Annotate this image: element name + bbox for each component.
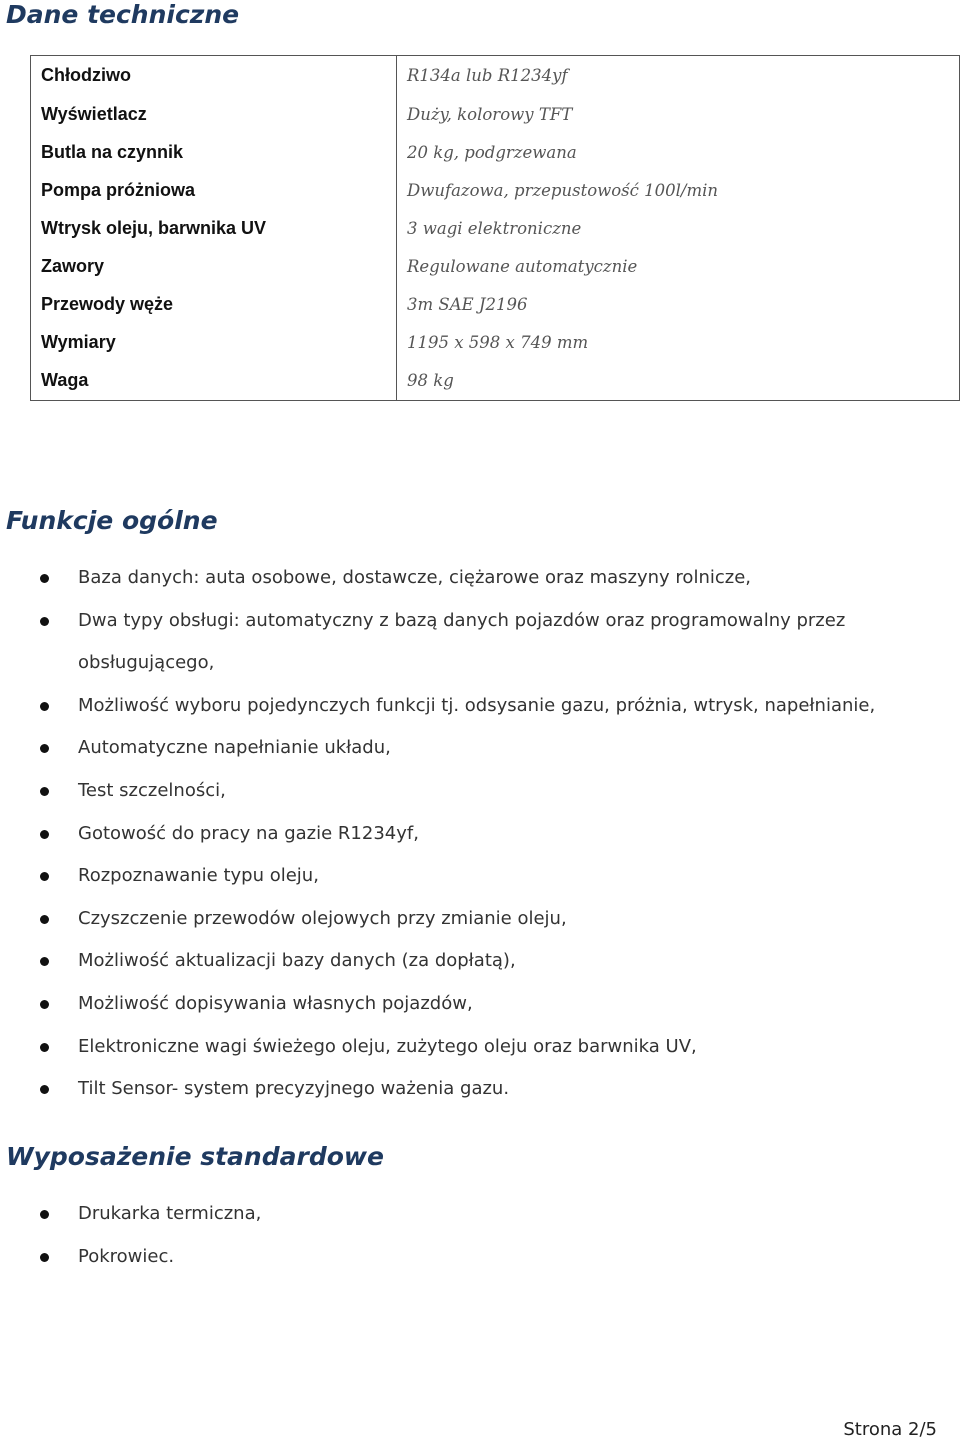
table-row: [31, 56, 960, 96]
list-item: Dwa typy obsługi: automatyczny z bazą danych pojazdów oraz programowalny przez obsługującego,: [0, 600, 878, 685]
spec-value: 3m SAE J2196: [397, 285, 960, 323]
spec-value: 1195 x 598 x 749 mm: [397, 323, 960, 361]
spec-label: Butla na czynnik: [31, 133, 397, 171]
functions-list: [0, 557, 878, 1111]
equipment-list: [0, 1193, 878, 1278]
spec-value: R134a lub R1234yf: [397, 56, 960, 96]
table-row: [31, 323, 960, 361]
spec-value: 98 kg: [397, 361, 960, 401]
spec-value: Dwufazowa, przepustowość 100l/min: [397, 171, 960, 209]
table-row: [31, 247, 960, 285]
spec-label: Chłodziwo: [31, 56, 397, 96]
page-number: Strona 2/5: [843, 1419, 937, 1440]
list-item: Możliwość wyboru pojedynczych funkcji tj. odsysanie gazu, próżnia, wtrysk, napełnianie,: [0, 685, 878, 728]
section-title-standard-equipment: Wyposażenie standardowe: [6, 1142, 384, 1171]
technical-specs-table: [30, 55, 960, 401]
table-row: [31, 133, 960, 171]
spec-label: Pompa próżniowa: [31, 171, 397, 209]
spec-label: Przewody węże: [31, 285, 397, 323]
spec-label: Wyświetlacz: [31, 95, 397, 133]
table-row: [31, 171, 960, 209]
list-item: Możliwość aktualizacji bazy danych (za dopłatą),: [0, 940, 878, 983]
table-row: [31, 361, 960, 401]
spec-label: Wymiary: [31, 323, 397, 361]
list-item: Automatyczne napełnianie układu,: [0, 727, 878, 770]
spec-label: Waga: [31, 361, 397, 401]
table-row: [31, 95, 960, 133]
spec-value: Duży, kolorowy TFT: [397, 95, 960, 133]
spec-label: Zawory: [31, 247, 397, 285]
table-row: [31, 285, 960, 323]
spec-value: Regulowane automatycznie: [397, 247, 960, 285]
spec-value: 20 kg, podgrzewana: [397, 133, 960, 171]
spec-label: Wtrysk oleju, barwnika UV: [31, 209, 397, 247]
list-item: Elektroniczne wagi świeżego oleju, zużytego oleju oraz barwnika UV,: [0, 1026, 878, 1069]
table-row: [31, 209, 960, 247]
list-item: Tilt Sensor- system precyzyjnego ważenia gazu.: [0, 1068, 878, 1111]
list-item: Baza danych: auta osobowe, dostawcze, ciężarowe oraz maszyny rolnicze,: [0, 557, 878, 600]
section-title-technical-data: Dane techniczne: [6, 0, 240, 29]
list-item: Czyszczenie przewodów olejowych przy zmianie oleju,: [0, 898, 878, 941]
list-item: Test szczelności,: [0, 770, 878, 813]
list-item: Gotowość do pracy na gazie R1234yf,: [0, 813, 878, 856]
list-item: Pokrowiec.: [0, 1236, 878, 1279]
section-title-general-functions: Funkcje ogólne: [6, 506, 218, 535]
list-item: Drukarka termiczna,: [0, 1193, 878, 1236]
list-item: Rozpoznawanie typu oleju,: [0, 855, 878, 898]
list-item: Możliwość dopisywania własnych pojazdów,: [0, 983, 878, 1026]
spec-value: 3 wagi elektroniczne: [397, 209, 960, 247]
